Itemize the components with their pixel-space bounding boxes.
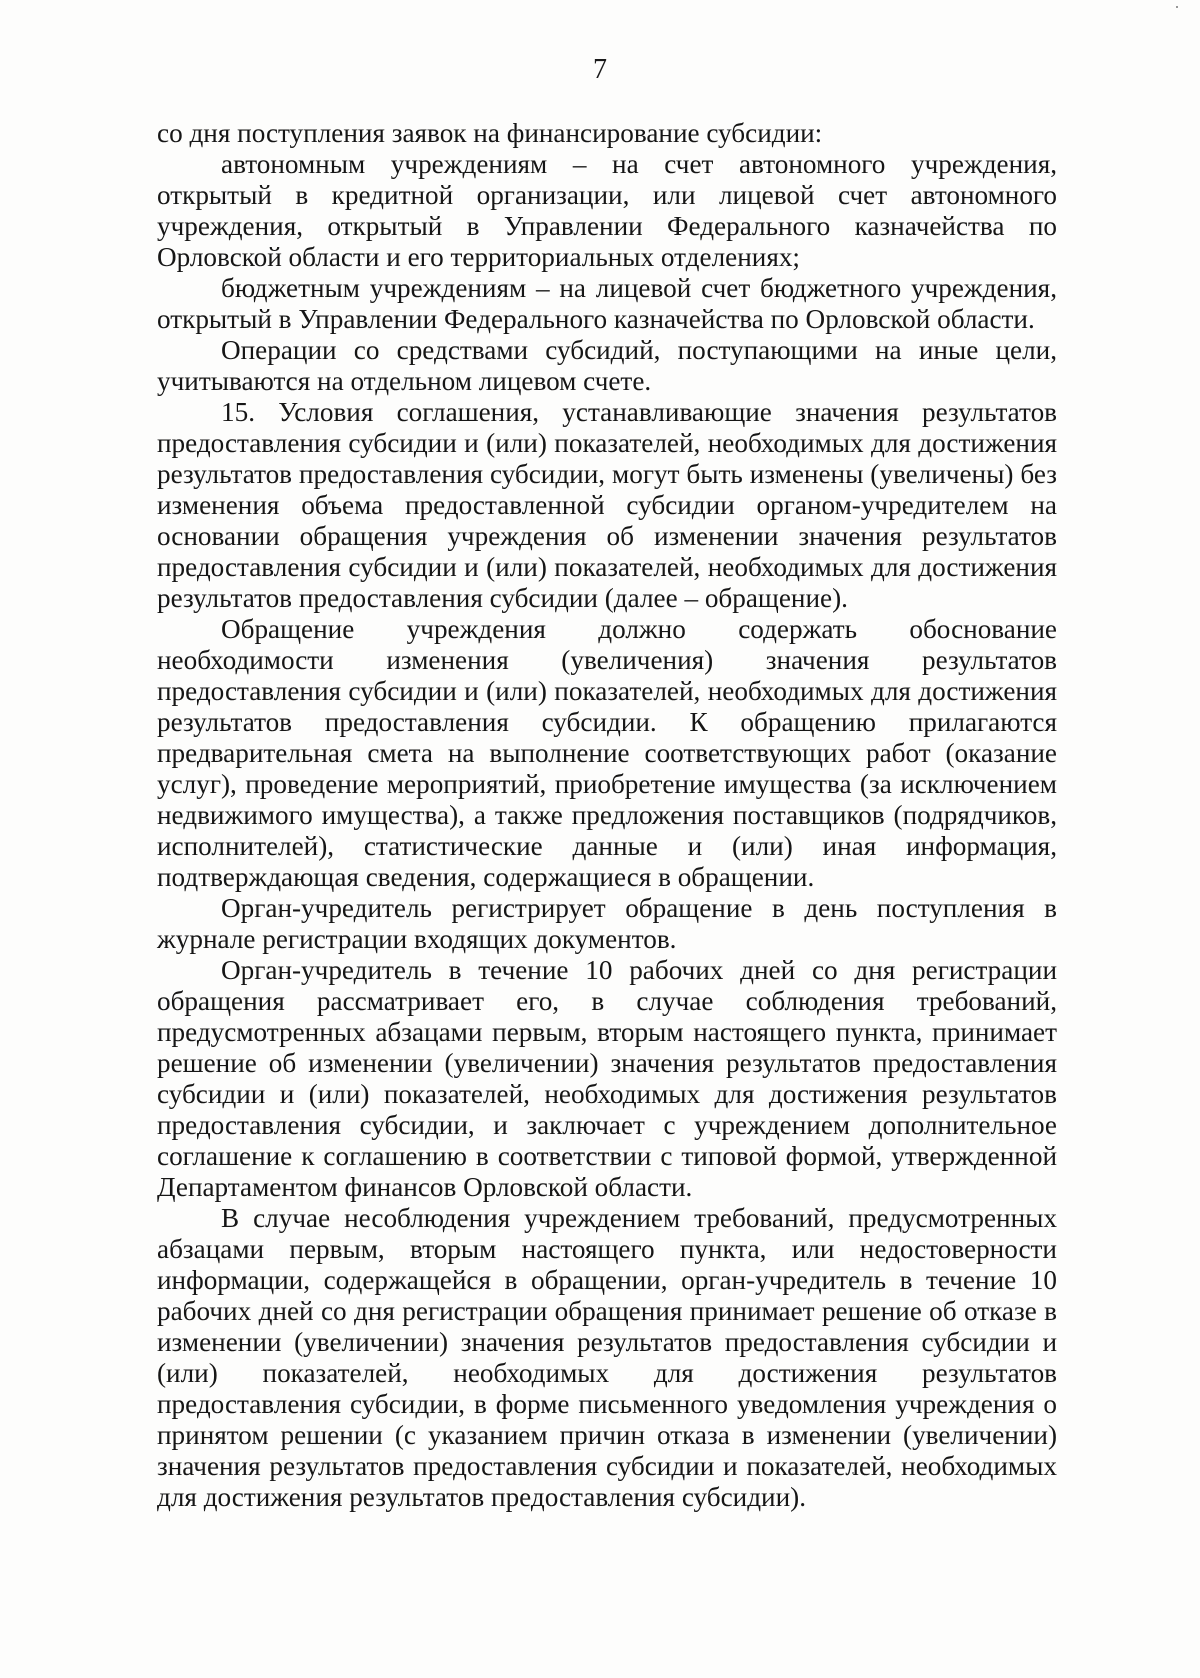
- paragraph: автономным учреждениям – на счет автономного учреждения, открытый в кредитной организации, или лицевой счет автономного учреждения, открытый в Управлении Федерального казначейства по Орловской области и его территориальных отделениях;: [157, 149, 1057, 272]
- paragraph: Операции со средствами субсидий, поступающими на иные цели, учитываются на отдельном лицевом счете.: [157, 335, 1057, 396]
- paragraph: 15. Условия соглашения, устанавливающие значения результатов предоставления субсидии и (или) показателей, необходимых для достижения результатов предоставления субсидии, могут быть изменены (увеличены) без изменения объема предоставленной субсидии органом-учредителем на основании обращения учреждения об изменении значения результатов предоставления субсидии и (или) показателей, необходимых для достижения результатов предоставления субсидии (далее – обращение).: [157, 397, 1057, 613]
- paragraph: со дня поступления заявок на финансирование субсидии:: [157, 118, 823, 148]
- paragraph: Орган-учредитель в течение 10 рабочих дней со дня регистрации обращения рассматривает его, в случае соблюдения требований, предусмотренных абзацами первым, вторым настоящего пункта, принимает решение об изменении (увеличении) значения результатов предоставления субсидии и (или) показателей, необходимых для достижения результатов предоставления субсидии, и заключает с учреждением дополнительное соглашение к соглашению в соответствии с типовой формой, утвержденной Департаментом финансов Орловской области.: [157, 955, 1057, 1202]
- paragraph: Орган-учредитель регистрирует обращение в день поступления в журнале регистрации входящих документов.: [157, 893, 1057, 954]
- page-number: 7: [593, 54, 607, 85]
- paragraph: В случае несоблюдения учреждением требований, предусмотренных абзацами первым, вторым настоящего пункта, или недостоверности информации, содержащейся в обращении, орган-учредитель в течение 10 рабочих дней со дня регистрации обращения принимает решение об отказе в изменении (увеличении) значения результатов предоставления субсидии и (или) показателей, необходимых для достижения результатов предоставления субсидии, в форме письменного уведомления учреждения о принятом решении (с указанием причин отказа в изменении (увеличении) значения результатов предоставления субсидии и показателей, необходимых для достижения результатов предоставления субсидии).: [157, 1203, 1057, 1512]
- paragraph: бюджетным учреждениям – на лицевой счет бюджетного учреждения, открытый в Управлении Федерального казначейства по Орловской области.: [157, 273, 1057, 334]
- document-body: [157, 118, 1057, 1513]
- paragraph: Обращение учреждения должно содержать обоснование необходимости изменения (увеличения) значения результатов предоставления субсидии и (или) показателей, необходимых для достижения результатов предоставления субсидии. К обращению прилагаются предварительная смета на выполнение соответствующих работ (оказание услуг), проведение мероприятий, приобретение имущества (за исключением недвижимого имущества), а также предложения поставщиков (подрядчиков, исполнителей), статистические данные и (или) иная информация, подтверждающая сведения, содержащиеся в обращении.: [157, 614, 1057, 892]
- scan-speck: [1176, 6, 1178, 8]
